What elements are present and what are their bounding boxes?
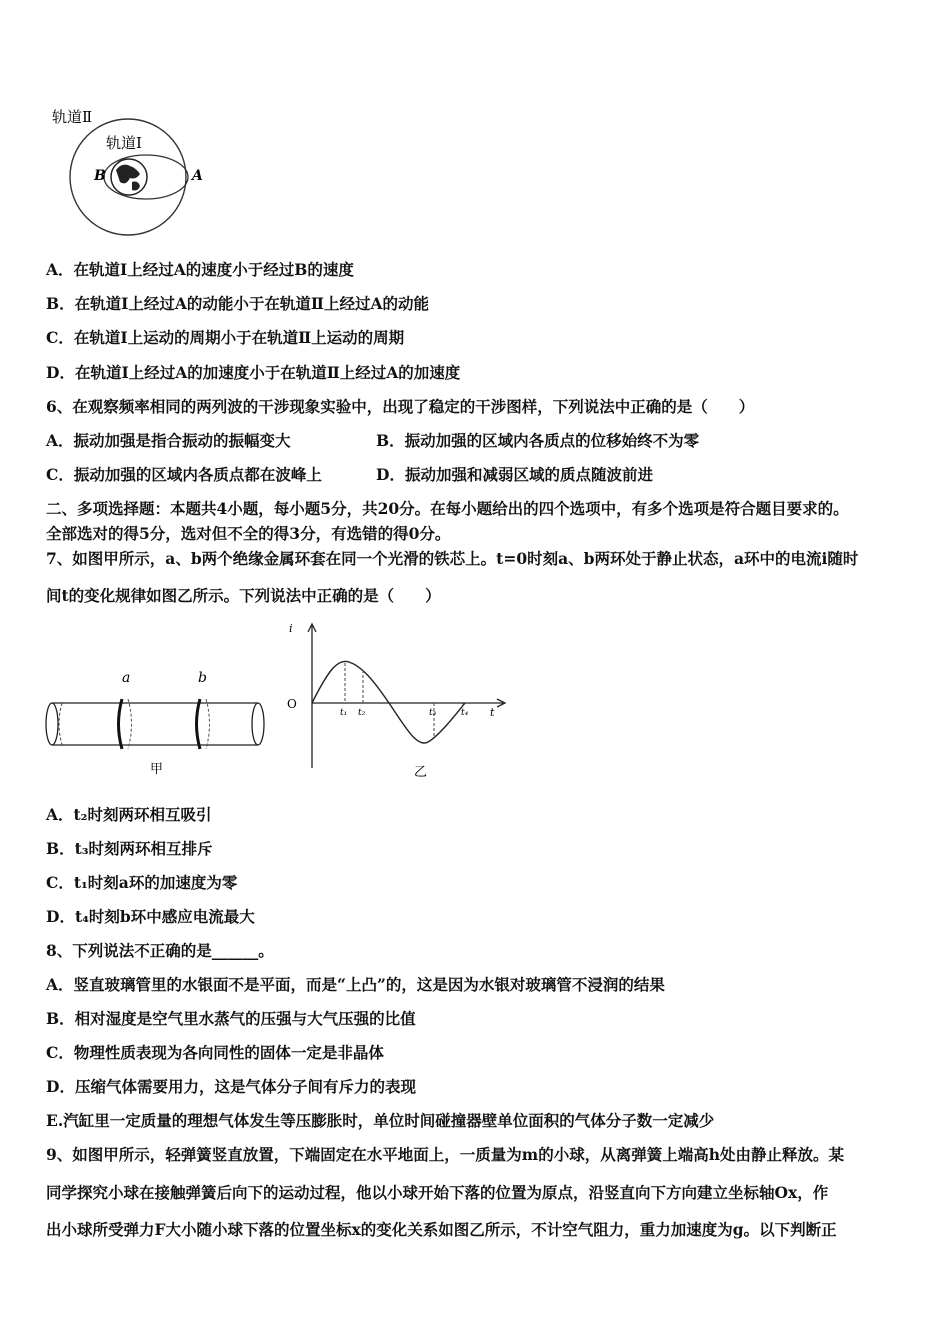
q8-option-d: D．压缩气体需要用力，这是气体分子间有斥力的表现: [46, 1077, 416, 1096]
origin-label: O: [287, 697, 297, 711]
q7-figure-yi: [282, 618, 512, 783]
current-curve: [312, 661, 465, 743]
t4-label: t₄: [461, 708, 469, 718]
q5-option-c: C．在轨道Ⅰ上运动的周期小于在轨道Ⅱ上运动的周期: [46, 328, 405, 347]
t1-label: t₁: [340, 708, 348, 718]
figure-yi-caption: 乙: [414, 765, 428, 780]
q6-option-c: C．振动加强的区域内各质点都在波峰上: [46, 465, 322, 484]
orbit-figure: [46, 100, 216, 240]
q7-figure-jia: [40, 665, 280, 780]
q5-option-b: B．在轨道Ⅰ上经过A的动能小于在轨道Ⅱ上经过A的动能: [46, 294, 429, 313]
q6-option-a: A．振动加强是指合振动的振幅变大: [46, 431, 291, 450]
section2-line1: 二、多项选择题：本题共4小题，每小题5分，共20分。在每小题给出的四个选项中，有多个选项是符合题目要求的。: [46, 499, 849, 518]
q7-option-d: D．t₄时刻b环中感应电流最大: [46, 907, 255, 926]
q9-stem-line1: 9、如图甲所示，轻弹簧竖直放置，下端固定在水平地面上，一质量为m的小球，从离弹簧上端高h处由静止释放。某: [46, 1145, 844, 1164]
i-axis-label: i: [289, 622, 293, 635]
figure-jia-caption: 甲: [150, 762, 164, 777]
t-axis-label: t: [490, 706, 495, 719]
q9-stem-line3: 出小球所受弹力F大小随小球下落的位置坐标x的变化关系如图乙所示，不计空气阻力，重力加速度为g。以下判断正: [46, 1220, 837, 1239]
q8-option-b: B．相对湿度是空气里水蒸气的压强与大气压强的比值: [46, 1009, 416, 1028]
q8-option-c: C．物理性质表现为各向同性的固体一定是非晶体: [46, 1043, 384, 1062]
q6-option-d: D．振动加强和减弱区域的质点随波前进: [376, 465, 653, 484]
point-a-label: A: [192, 168, 203, 184]
orbit-2-label: 轨道Ⅱ: [52, 108, 93, 126]
q7-option-c: C．t₁时刻a环的加速度为零: [46, 873, 238, 892]
q9-stem-line2: 同学探究小球在接触弹簧后向下的运动过程，他以小球开始下落的位置为原点，沿竖直向下方向建立坐标轴Ox，作: [46, 1183, 829, 1202]
ring-a: [119, 699, 132, 749]
q7-stem-line2: 间t的变化规律如图乙所示。下列说法中正确的是（ ）: [46, 586, 441, 605]
ring-b: [197, 699, 210, 749]
q8-stem: 8、下列说法不正确的是______。: [46, 941, 274, 960]
q6-option-b: B．振动加强的区域内各质点的位移始终不为零: [376, 431, 700, 450]
q6-stem: 6、在观察频率相同的两列波的干涉现象实验中，出现了稳定的干涉图样，下列说法中正确的是（ ）: [46, 397, 755, 416]
t2-label: t₂: [358, 708, 366, 718]
ring-b-label: b: [198, 670, 207, 686]
q7-option-b: B．t₃时刻两环相互排斥: [46, 839, 213, 858]
q7-stem-line1: 7、如图甲所示，a、b两个绝缘金属环套在同一个光滑的铁芯上。t=0时刻a、b两环处于静止状态，a环中的电流i随时: [46, 549, 859, 568]
q8-option-a: A．竖直玻璃管里的水银面不是平面，而是“上凸”的，这是因为水银对玻璃管不浸润的结果: [46, 975, 665, 994]
q7-option-a: A．t₂时刻两环相互吸引: [46, 805, 212, 824]
section2-line2: 全部选对的得5分，选对但不全的得3分，有选错的得0分。: [46, 524, 451, 543]
q5-option-a: A．在轨道Ⅰ上经过A的速度小于经过B的速度: [46, 260, 354, 279]
ring-a-label: a: [122, 670, 131, 686]
q5-option-d: D．在轨道Ⅰ上经过A的加速度小于在轨道Ⅱ上经过A的加速度: [46, 363, 461, 382]
t3-label: t₃: [429, 708, 437, 718]
q8-option-e: E.汽缸里一定质量的理想气体发生等压膨胀时，单位时间碰撞器壁单位面积的气体分子数一定减少: [46, 1111, 715, 1130]
point-b-label: B: [94, 168, 106, 184]
orbit-1-label: 轨道Ⅰ: [106, 134, 142, 152]
